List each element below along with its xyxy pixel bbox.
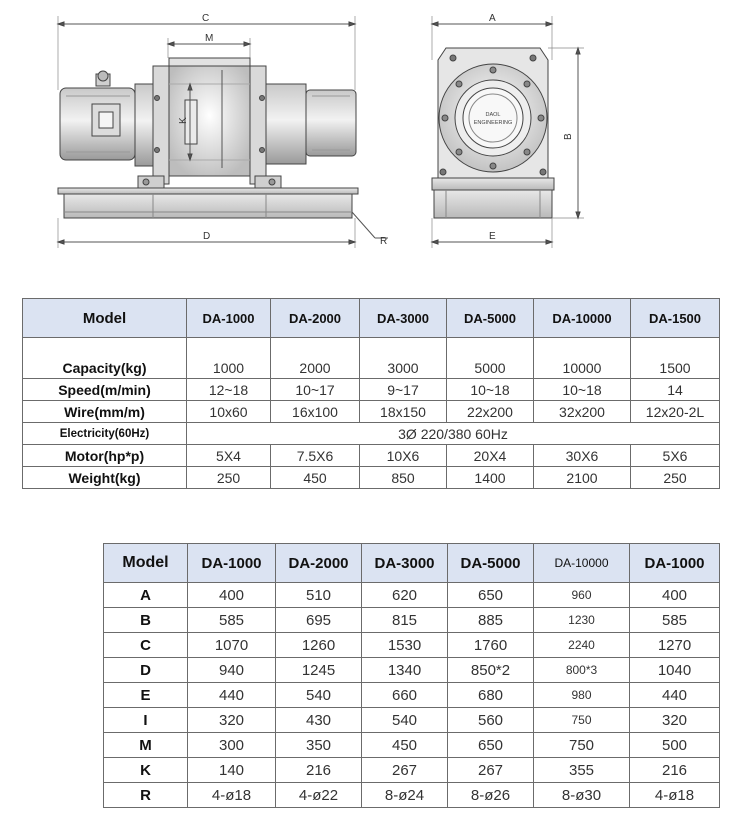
dim-label-a: A <box>489 13 496 24</box>
dim-row-label: M <box>104 733 188 758</box>
logo-line-1: DAOL <box>485 112 501 118</box>
dim-cell: 960 <box>534 583 630 608</box>
speed-cell: 10~18 <box>534 379 631 401</box>
motor-cell: 5X4 <box>187 445 271 467</box>
dim-header-model-2: DA-2000 <box>276 544 362 583</box>
weight-row <box>23 467 720 489</box>
dim-cell: 216 <box>630 758 720 783</box>
wire-row <box>23 401 720 423</box>
spec-table <box>22 298 720 489</box>
dim-cell: 750 <box>534 708 630 733</box>
dim-cell: 140 <box>188 758 276 783</box>
dim-cell: 400 <box>188 583 276 608</box>
motor-cell: 7.5X6 <box>271 445 360 467</box>
dim-cell: 750 <box>534 733 630 758</box>
dim-label-k: K <box>178 117 189 124</box>
dim-cell: 320 <box>188 708 276 733</box>
dim-label-c: C <box>202 13 210 24</box>
dim-cell: 355 <box>534 758 630 783</box>
logo-line-2: ENGINEERING <box>473 120 513 126</box>
weight-cell: 450 <box>271 467 360 489</box>
dim-cell: 1230 <box>534 608 630 633</box>
speed-label: Speed(m/min) <box>23 379 187 401</box>
technical-drawing <box>0 0 740 270</box>
dim-label-r: R <box>380 236 388 247</box>
speed-cell: 9~17 <box>360 379 447 401</box>
weight-cell: 250 <box>631 467 720 489</box>
capacity-row <box>23 338 720 379</box>
wire-cell: 16x100 <box>271 401 360 423</box>
dim-cell: 1270 <box>630 633 720 658</box>
dim-cell: 450 <box>362 733 448 758</box>
spec-header-row <box>23 299 720 338</box>
dim-cell: 850*2 <box>448 658 534 683</box>
dim-row-a <box>104 583 720 608</box>
wire-cell: 12x20-2L <box>631 401 720 423</box>
dim-header-model-1: DA-1000 <box>188 544 276 583</box>
dim-cell: 680 <box>448 683 534 708</box>
dim-header-model-6: DA-1000 <box>630 544 720 583</box>
header-model-2: DA-2000 <box>271 299 360 338</box>
dim-row-label: E <box>104 683 188 708</box>
dim-row-c <box>104 633 720 658</box>
dimension-header-row <box>104 544 720 583</box>
capacity-cell: 1500 <box>631 338 720 379</box>
motor-label: Motor(hp*p) <box>23 445 187 467</box>
winch-drawing-svg <box>0 0 740 270</box>
wire-cell: 22x200 <box>447 401 534 423</box>
front-view <box>432 16 584 248</box>
capacity-label: Capacity(kg) <box>23 338 187 379</box>
speed-cell: 12~18 <box>187 379 271 401</box>
dim-cell: 4-ø18 <box>630 783 720 808</box>
dim-row-r <box>104 783 720 808</box>
dim-cell: 1245 <box>276 658 362 683</box>
dim-cell: 815 <box>362 608 448 633</box>
dim-cell: 1260 <box>276 633 362 658</box>
wire-cell: 10x60 <box>187 401 271 423</box>
dim-cell: 980 <box>534 683 630 708</box>
dim-cell: 8-ø24 <box>362 783 448 808</box>
speed-row <box>23 379 720 401</box>
weight-cell: 1400 <box>447 467 534 489</box>
header-model-1: DA-1000 <box>187 299 271 338</box>
dim-cell: 940 <box>188 658 276 683</box>
dim-cell: 440 <box>188 683 276 708</box>
capacity-cell: 1000 <box>187 338 271 379</box>
capacity-cell: 2000 <box>271 338 360 379</box>
dim-label-e: E <box>489 231 496 242</box>
dim-cell: 300 <box>188 733 276 758</box>
dim-row-label: I <box>104 708 188 733</box>
electricity-value: 3Ø 220/380 60Hz <box>187 423 720 445</box>
motor-cell: 30X6 <box>534 445 631 467</box>
header-model-4: DA-5000 <box>447 299 534 338</box>
dim-cell: 500 <box>630 733 720 758</box>
dim-cell: 320 <box>630 708 720 733</box>
dim-cell: 4-ø18 <box>188 783 276 808</box>
wire-label: Wire(mm/m) <box>23 401 187 423</box>
dim-row-label: R <box>104 783 188 808</box>
dim-cell: 1070 <box>188 633 276 658</box>
speed-cell: 10~17 <box>271 379 360 401</box>
dim-cell: 440 <box>630 683 720 708</box>
dim-cell: 4-ø22 <box>276 783 362 808</box>
dim-cell: 267 <box>448 758 534 783</box>
dim-cell: 660 <box>362 683 448 708</box>
dim-row-e <box>104 683 720 708</box>
dim-cell: 650 <box>448 733 534 758</box>
dim-cell: 1040 <box>630 658 720 683</box>
dim-cell: 1340 <box>362 658 448 683</box>
dim-cell: 650 <box>448 583 534 608</box>
dim-row-label: K <box>104 758 188 783</box>
dim-label-m: M <box>205 33 214 44</box>
dim-cell: 1530 <box>362 633 448 658</box>
dim-row-d <box>104 658 720 683</box>
dim-cell: 2240 <box>534 633 630 658</box>
weight-label: Weight(kg) <box>23 467 187 489</box>
dimension-table <box>103 543 720 808</box>
dim-cell: 540 <box>276 683 362 708</box>
motor-cell: 5X6 <box>631 445 720 467</box>
wire-cell: 18x150 <box>360 401 447 423</box>
dim-cell: 695 <box>276 608 362 633</box>
capacity-cell: 3000 <box>360 338 447 379</box>
dim-cell: 8-ø26 <box>448 783 534 808</box>
dim-cell: 540 <box>362 708 448 733</box>
dim-cell: 620 <box>362 583 448 608</box>
dim-row-label: A <box>104 583 188 608</box>
dim-cell: 8-ø30 <box>534 783 630 808</box>
motor-row <box>23 445 720 467</box>
speed-cell: 10~18 <box>447 379 534 401</box>
header-model-6: DA-1500 <box>631 299 720 338</box>
dim-cell: 585 <box>630 608 720 633</box>
dim-row-b <box>104 608 720 633</box>
dim-row-m <box>104 733 720 758</box>
weight-cell: 850 <box>360 467 447 489</box>
side-view <box>58 16 388 248</box>
dim-cell: 216 <box>276 758 362 783</box>
weight-cell: 250 <box>187 467 271 489</box>
wire-cell: 32x200 <box>534 401 631 423</box>
motor-cell: 20X4 <box>447 445 534 467</box>
dim-cell: 800*3 <box>534 658 630 683</box>
dim-header-model-5: DA-10000 <box>534 544 630 583</box>
dim-cell: 400 <box>630 583 720 608</box>
header-model: Model <box>23 299 187 338</box>
capacity-cell: 5000 <box>447 338 534 379</box>
electricity-label: Electricity(60Hz) <box>23 423 187 445</box>
capacity-cell: 10000 <box>534 338 631 379</box>
dim-header-model-4: DA-5000 <box>448 544 534 583</box>
dim-header-model-3: DA-3000 <box>362 544 448 583</box>
dim-row-label: D <box>104 658 188 683</box>
header-model-5: DA-10000 <box>534 299 631 338</box>
header-model-3: DA-3000 <box>360 299 447 338</box>
electricity-row <box>23 423 720 445</box>
dim-label-d: D <box>203 231 211 242</box>
dim-cell: 350 <box>276 733 362 758</box>
dim-cell: 510 <box>276 583 362 608</box>
dim-cell: 585 <box>188 608 276 633</box>
dim-cell: 1760 <box>448 633 534 658</box>
dim-row-k <box>104 758 720 783</box>
dim-cell: 560 <box>448 708 534 733</box>
dim-row-label: C <box>104 633 188 658</box>
dim-cell: 430 <box>276 708 362 733</box>
motor-cell: 10X6 <box>360 445 447 467</box>
dim-row-label: B <box>104 608 188 633</box>
dim-header-model: Model <box>104 544 188 583</box>
dim-row-i <box>104 708 720 733</box>
dim-cell: 267 <box>362 758 448 783</box>
dim-label-b: B <box>563 133 574 140</box>
speed-cell: 14 <box>631 379 720 401</box>
weight-cell: 2100 <box>534 467 631 489</box>
dim-cell: 885 <box>448 608 534 633</box>
